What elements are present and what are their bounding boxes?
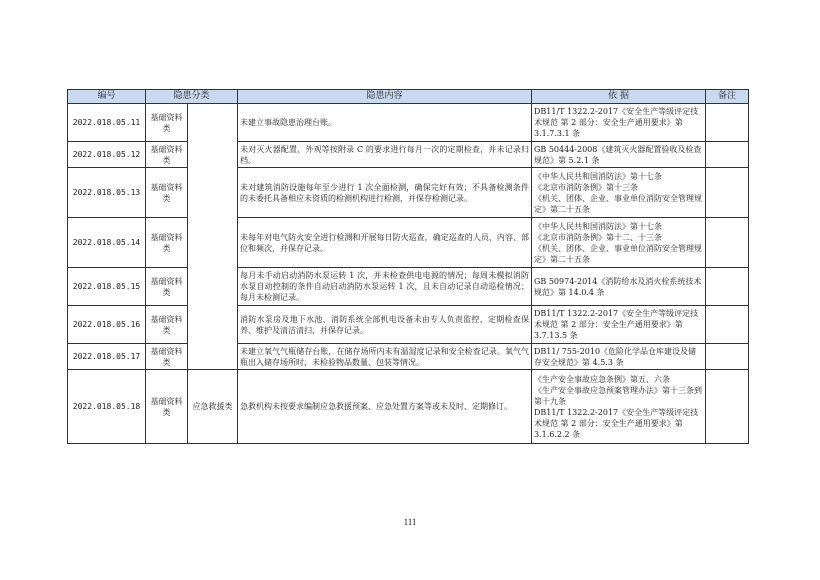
- row-content: 未建立事故隐患治理台账。: [238, 104, 532, 142]
- row-id: 2022.018.05.18: [68, 370, 146, 444]
- header-row: [68, 90, 749, 104]
- header-note: 备注: [706, 90, 749, 104]
- row-note: [706, 104, 749, 142]
- row-id: 2022.018.05.15: [68, 268, 146, 306]
- row-id: 2022.018.05.11: [68, 104, 146, 142]
- table-row: [68, 168, 749, 218]
- row-category: 基础资料类: [146, 344, 188, 370]
- row-content: 消防水泵房及地下水池、消防系统全部机电设备未由专人负责监控，定期检查保养、维护及清洁清扫，并保存记录。: [238, 306, 532, 344]
- row-subcategory: 应急救援类: [188, 370, 238, 444]
- table-row: [68, 306, 749, 344]
- row-basis: DB11/T 1322.2-2017《安全生产等级评定技术规范 第 2 部分：安全生产通用要求》第 3.1.7.3.1 条: [532, 104, 706, 142]
- row-content: 未每年对电气防火安全进行检测和开展每日防火巡查，确定巡查的人员、内容、部位和频次，并保存记录。: [238, 218, 532, 268]
- header-basis: 依 据: [532, 90, 706, 104]
- row-category: 基础资料类: [146, 370, 188, 444]
- header-content: 隐患内容: [238, 90, 532, 104]
- row-note: [706, 370, 749, 444]
- table-row: [68, 104, 749, 142]
- table-row: [68, 344, 749, 370]
- row-category: 基础资料类: [146, 104, 188, 142]
- row-content: 未对灭火器配置、外观等按附录 C 的要求进行每月一次的定期检查，并未记录归档。: [238, 142, 532, 168]
- row-basis: 《生产安全事故应急条例》第五、六条 《生产安全事故应急预案管理办法》第十三条到第十九条 DB11/T 1322.2-2017《安全生产等级评定技术规范 第 2 部分：安全生产通用要求》第 3.1.6.2.2 条: [532, 370, 706, 444]
- row-note: [706, 218, 749, 268]
- table-row: [68, 218, 749, 268]
- table-row: [68, 370, 749, 444]
- row-category: 基础资料类: [146, 306, 188, 344]
- row-basis: GB 50444-2008《建筑灭火器配置验收及检查规范》第 5.2.1 条: [532, 142, 706, 168]
- row-content: 未建立氧气气瓶储存台账，在储存场所内未有温湿度记录和安全检查记录。氧气气瓶出入储存场所时，未检验物品数量、包装等情况。: [238, 344, 532, 370]
- row-id: 2022.018.05.17: [68, 344, 146, 370]
- row-note: [706, 344, 749, 370]
- row-basis: GB 50974-2014《消防给水及消火栓系统技术规范》第 14.0.4 条: [532, 268, 706, 306]
- row-basis: 《中华人民共和国消防法》第十七条 《北京市消防条例》第十三条 《机关、团体、企业、事业单位消防安全管理规定》第二十五条: [532, 168, 706, 218]
- row-id: 2022.018.05.12: [68, 142, 146, 168]
- row-content: 未对建筑消防设施每年至少进行 1 次全面检测，确保完好有效；不具备检测条件的未委托具备相应未资质的检测机构进行检测，并保存检测记录。: [238, 168, 532, 218]
- row-basis: DB11/ 755-2010《危险化学品仓库建设及储存安全规范》第 4.5.3 条: [532, 344, 706, 370]
- row-subcategory: [188, 104, 238, 370]
- row-category: 基础资料类: [146, 142, 188, 168]
- table-row: [68, 142, 749, 168]
- row-basis: 《中华人民共和国消防法》第十七条 《北京市消防条例》第十二、十三条 《机关、团体、企业、事业单位消防安全管理规定》第二十五条: [532, 218, 706, 268]
- row-note: [706, 168, 749, 218]
- row-id: 2022.018.05.16: [68, 306, 146, 344]
- hazard-table: [67, 89, 749, 444]
- row-category: 基础资料类: [146, 168, 188, 218]
- table-row: [68, 268, 749, 306]
- row-content: 每月未手动启动消防水泵运转 1 次，并未检查供电电源的情况；每周未模拟消防水泵自动控制的条件自动启动消防水泵运转 1 次，且未自动记录自动巡检情况；每月未检测记录。: [238, 268, 532, 306]
- page-number: 111: [403, 517, 417, 527]
- row-id: 2022.018.05.14: [68, 218, 146, 268]
- header-category: 隐患分类: [146, 90, 238, 104]
- row-note: [706, 268, 749, 306]
- row-basis: DB11/T 1322.2-2017《安全生产等级评定技术规范 第 2 部分：安全生产通用要求》第 3.7.13.5 条: [532, 306, 706, 344]
- row-category: 基础资料类: [146, 218, 188, 268]
- row-category: 基础资料类: [146, 268, 188, 306]
- row-note: [706, 306, 749, 344]
- header-id: 编号: [68, 90, 146, 104]
- row-note: [706, 142, 749, 168]
- row-id: 2022.018.05.13: [68, 168, 146, 218]
- row-content: 急救机构未按要求编制应急救援预案、应急处置方案等或未及时、定期修订。: [238, 370, 532, 444]
